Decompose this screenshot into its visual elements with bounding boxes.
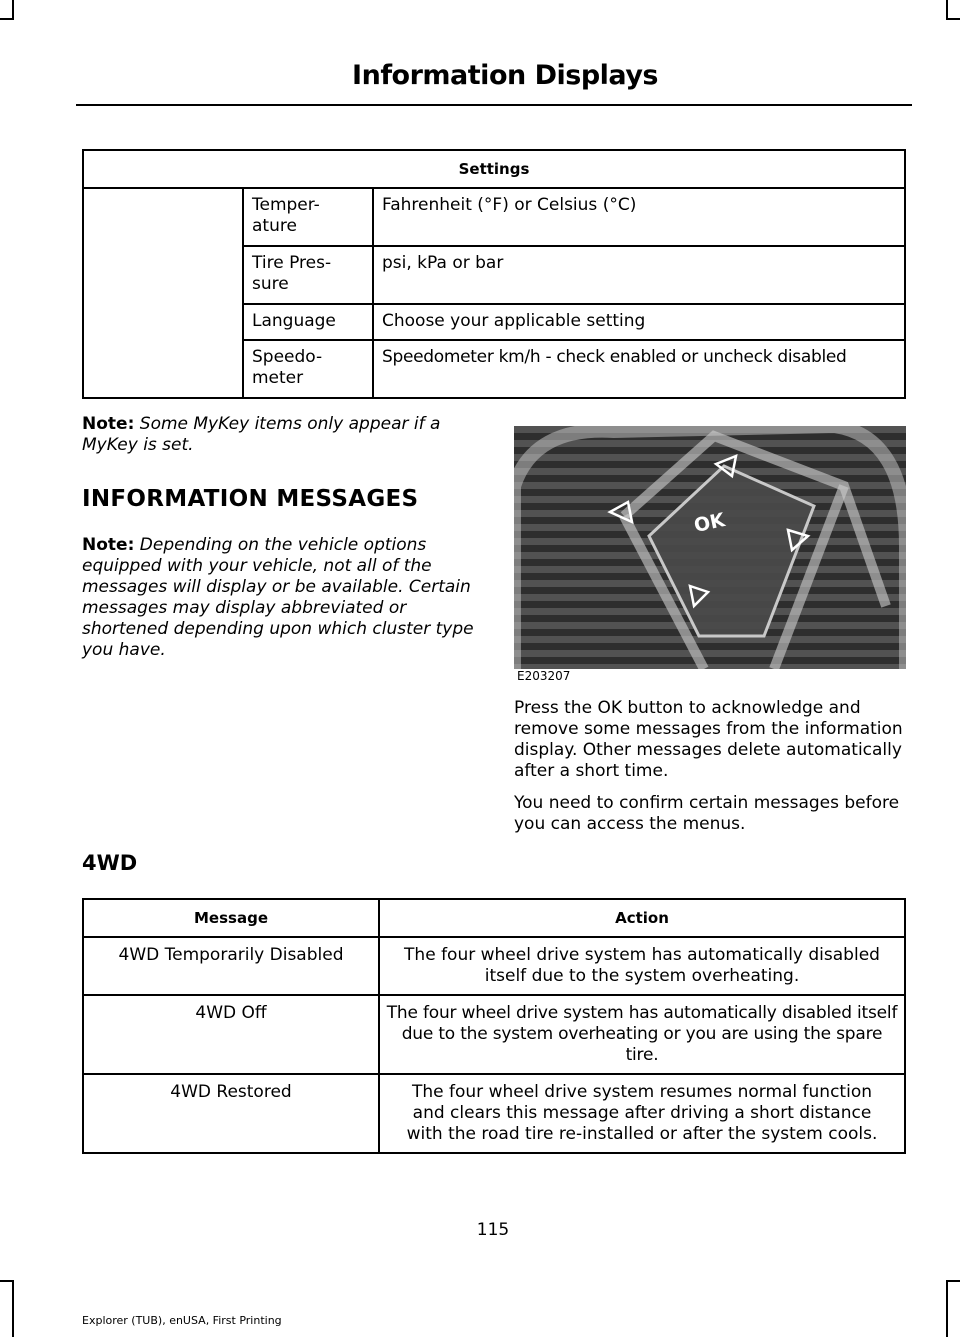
setting-label: Speedo- meter (243, 340, 373, 398)
crop-mark (0, 18, 14, 20)
paragraph-confirm-messages: You need to confirm certain messages before you can access the menus. (514, 793, 900, 834)
crop-mark (946, 1280, 948, 1337)
setting-value: Speedometer km/h - check enabled or uncheck disabled (373, 340, 905, 398)
crop-mark (946, 1280, 960, 1282)
crop-mark (946, 0, 948, 20)
table-row (83, 1074, 905, 1153)
action-cell: The four wheel drive system has automatically disabled itself due to the system overheating. (379, 937, 905, 995)
steering-wheel-controls-image (514, 426, 906, 669)
crop-mark (0, 1280, 14, 1282)
note-label: Note: (82, 535, 135, 555)
paragraph-ok-button: Press the OK button to acknowledge and remove some messages from the information display. Other messages delete automatically after a short time. (514, 698, 903, 781)
figure-code: E203207 (517, 669, 571, 683)
message-cell: 4WD Off (83, 995, 379, 1074)
table-row (83, 995, 905, 1074)
4wd-messages-table (82, 898, 906, 1154)
note-text: Depending on the vehicle options equipped with your vehicle, not all of the messages will display or be available. Certain messages may display abbreviated or shortened depending upon which cluster type you have. (82, 535, 474, 660)
column-header-action: Action (379, 899, 905, 937)
note-label: Note: (82, 414, 135, 434)
column-header-message: Message (83, 899, 379, 937)
page-number: 115 (476, 1220, 510, 1240)
setting-label: Tire Pres- sure (243, 246, 373, 304)
subsection-heading: 4WD (82, 851, 138, 875)
footer-text: Explorer (TUB), enUSA, First Printing (82, 1314, 282, 1327)
message-cell: 4WD Restored (83, 1074, 379, 1153)
setting-value: Choose your applicable setting (373, 304, 905, 340)
section-heading: INFORMATION MESSAGES (82, 486, 419, 512)
crop-mark (12, 0, 14, 20)
page-title: Information Displays (352, 60, 658, 91)
table-row (83, 188, 905, 246)
message-cell: 4WD Temporarily Disabled (83, 937, 379, 995)
table-header-row (83, 150, 905, 188)
action-cell: The four wheel drive system resumes normal function and clears this message after driving a short distance with the road tire re-installed or after the system cools. (379, 1074, 905, 1153)
header-rule (76, 104, 912, 106)
table-row (83, 937, 905, 995)
table-cell-blank (83, 188, 243, 398)
note-messages (82, 535, 478, 661)
note-text: Some MyKey items only appear if a MyKey is set. (82, 414, 441, 455)
steering-wheel-illustration (514, 426, 906, 669)
note-mykey (82, 414, 482, 456)
table-header-row (83, 899, 905, 937)
action-cell: The four wheel drive system has automatically disabled itself due to the system overheating or you are using the spare tire. (379, 995, 905, 1074)
setting-label: Temper- ature (243, 188, 373, 246)
setting-value: psi, kPa or bar (373, 246, 905, 304)
crop-mark (12, 1280, 14, 1337)
setting-label: Language (243, 304, 373, 340)
crop-mark (946, 18, 960, 20)
settings-table (82, 149, 906, 399)
ok-button-label: OK (692, 509, 727, 537)
table-heading: Settings (83, 150, 905, 188)
setting-value: Fahrenheit (°F) or Celsius (°C) (373, 188, 905, 246)
